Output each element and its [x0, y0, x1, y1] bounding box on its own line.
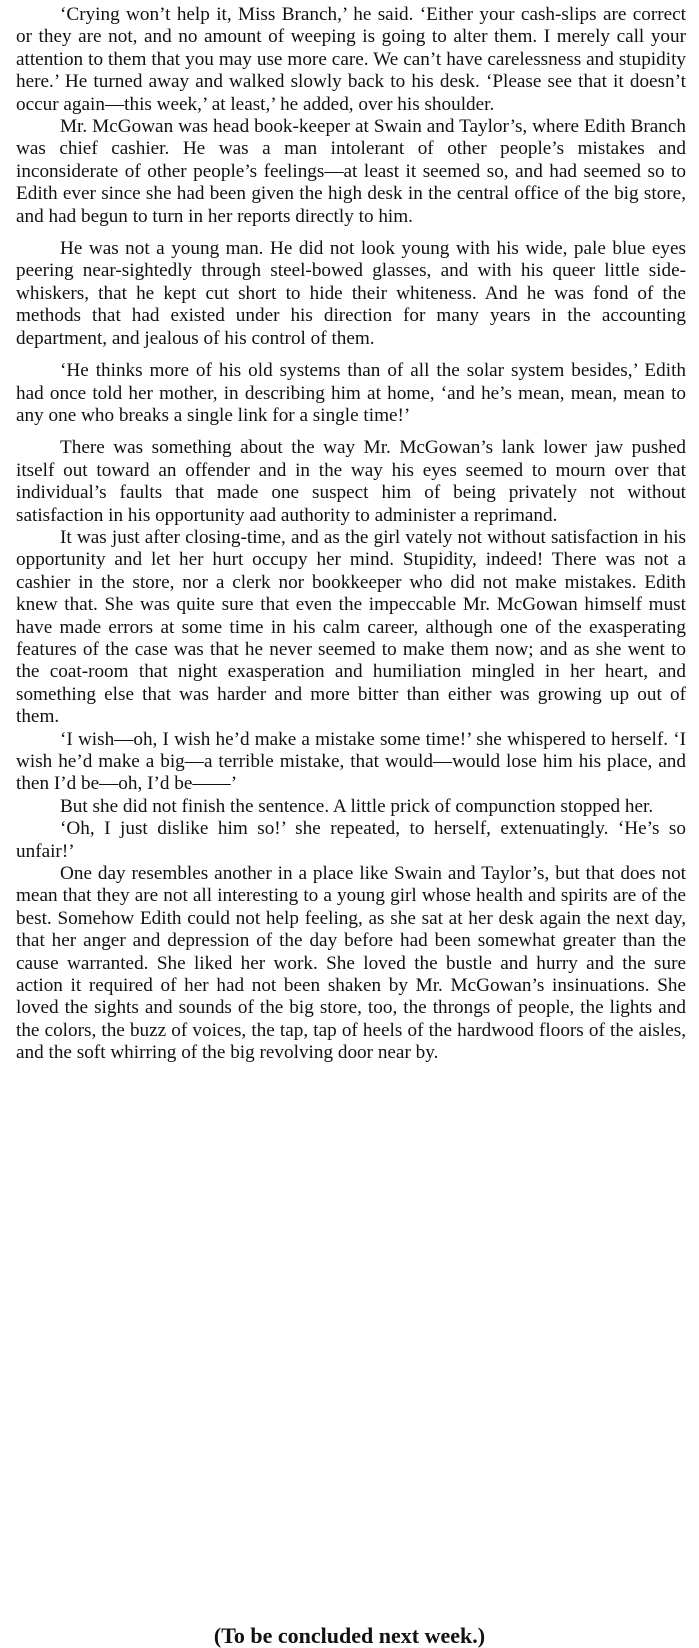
paragraph-1: ‘Crying won’t help it, Miss Branch,’ he said. ‘Either your cash-slips are correct or they are not, and no amount of weeping is going to alter them. I merely call your attention to them that you may use more care. We can’t have carelessness and stupidity here.’ He turned away and walked slowly back to his desk. ‘Please see that it doesn’t occur again—this week,’ at least,’ he added, over his shoulder. [16, 4, 686, 115]
continued-note: (To be concluded next week.) [213, 1623, 486, 1648]
paragraph-6: It was just after closing-time, and as the girl vately not without satisfaction in his opportunity and let her hurt occupy her mind. Stupidity, indeed! There was not a cashier in the store, nor a clerk nor bookkeeper who did not make mistakes. Edith knew that. She was quite sure that even the impeccable Mr. McGowan himself must have made errors at some time in his calm career, although one of the exasperating features of the case was that he never seemed to make them now; and as she went to the coat-room that night exasperation and humiliation mingled in her heart, and something else that was harder and more bitter than either was growing up out of them. [16, 526, 686, 728]
paragraph-4: ‘He thinks more of his old systems than of all the solar system besides,’ Edith had once told her mother, in describing him at home, ‘and he’s mean, mean, mean to any one who breaks a single link for a single time!’ [16, 360, 686, 426]
paragraph-7: ‘I wish—oh, I wish he’d make a mistake some time!’ she whispered to herself. ‘I wish he’d make a big—a terrible mistake, that would—would lose him his place, and then I’d be—oh, I’d be——’ [16, 728, 686, 795]
paragraph-10: One day resembles another in a place like Swain and Taylor’s, but that does not mean that they are not all interesting to a young girl whose health and spirits are of the best. Somehow Edith could not help feeling, as she sat at her desk again the next day, that her anger and depression of the day before had been somewhat greater than the cause warranted. She liked her work. She loved the bustle and hurry and the sure action it required of her had not been shaken by Mr. McGowan’s insinuations. She loved the sights and sounds of the big store, too, the throngs of people, the lights and the colors, the buzz of voices, the tap, tap of heels of the hardwood floors of the aisles, and the soft whirring of the big revolving door near by. [16, 863, 686, 1064]
paragraph-5: There was something about the way Mr. McGowan’s lank lower jaw pushed itself out toward an offender and in the way his eyes seemed to mourn over that individual’s faults that made one suspect him of being privately not without satisfaction in his opportunity aad authority to administer a reprimand. [16, 437, 686, 526]
paragraph-3: He was not a young man. He did not look young with his wide, pale blue eyes peering near-sightedly through steel-bowed glasses, and with his queer little side-whiskers, that he kept cut short to hide their whiteness. And he was fond of the methods that had existed under his direction for many years in the accounting department, and jealous of his control of them. [16, 238, 686, 349]
paragraph-8: But she did not finish the sentence. A little prick of compunction stopped her. [60, 795, 654, 817]
paragraph-2: Mr. McGowan was head book-keeper at Swain and Taylor’s, where Edith Branch was chief cashier. He was a man intolerant of other people’s mistakes and inconsiderate of other people’s feelings—at least it seemed so, and had seemed so to Edith ever since she had been given the high desk in the central office of the big store, and had begun to turn in her reports directly to him. [16, 116, 686, 227]
paragraph-9: ‘Oh, I just dislike him so!’ she repeated, to herself, extenuatingly. ‘He’s so unfair!’ [16, 818, 686, 862]
article-body [16, 4, 686, 1065]
